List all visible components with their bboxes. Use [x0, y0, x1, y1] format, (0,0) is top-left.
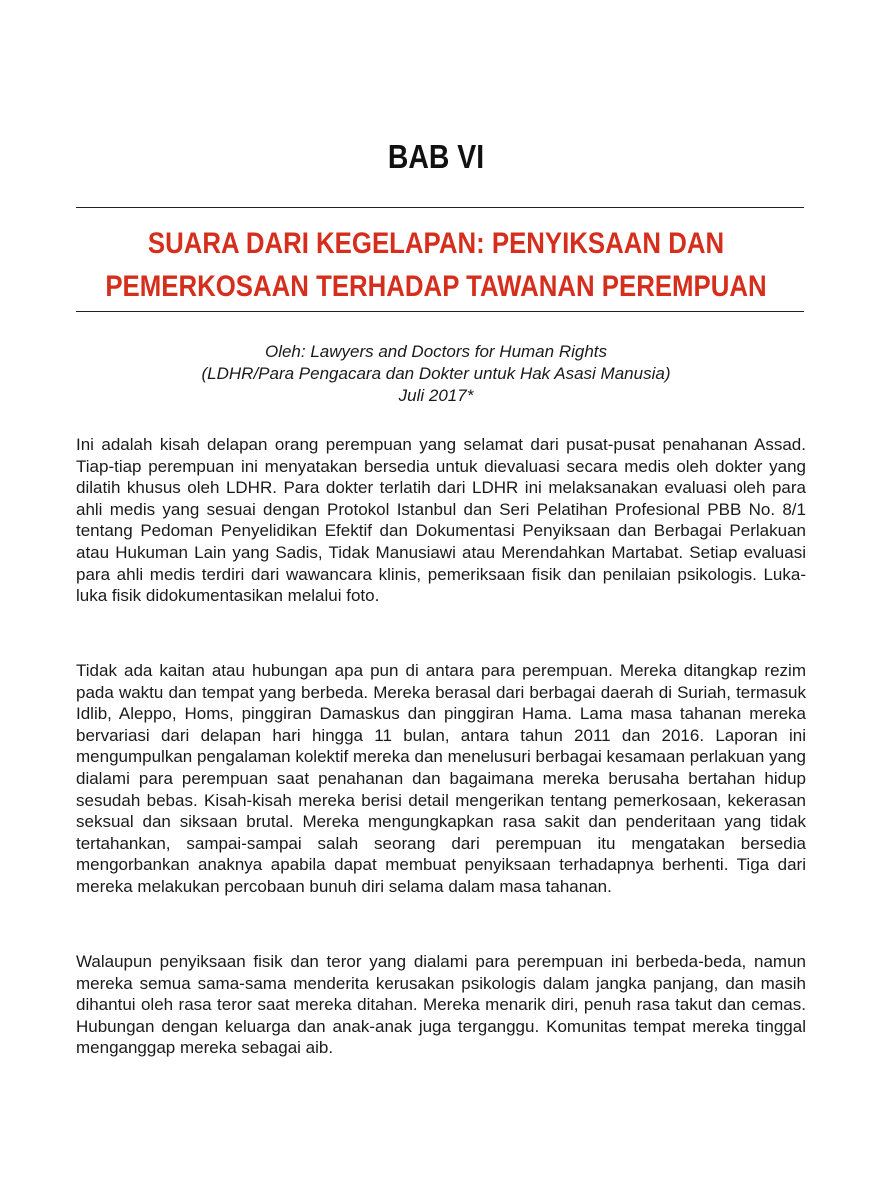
- byline-author: Oleh: Lawyers and Doctors for Human Rights: [264, 342, 608, 361]
- chapter-title: [61, 222, 811, 308]
- byline-translation: (LDHR/Para Pengacara dan Dokter untuk Hak Asasi Manusia): [201, 364, 671, 383]
- body-paragraph-1: Ini adalah kisah delapan orang perempuan yang selamat dari pusat-pusat penahanan Assad. Tiap-tiap perempuan ini menyatakan bersedia untuk dievaluasi secara medis oleh dokter yang dilatih khusus oleh LDHR. Para dokter terlatih dari LDHR ini melaksanakan evaluasi oleh para ahli medis yang sesuai dengan Protokol Istanbul dan Seri Pelatihan Profesional PBB No. 8/1 tentang Pedoman Penyelidikan Efektif dan Dokumentasi Penyiksaan dan Berbagai Perlakuan atau Hukuman Lain yang Sadis, Tidak Manusiawi atau Merendahkan Martabat. Setiap evaluasi para ahli medis terdiri dari wawancara klinis, pemeriksaan fisik dan penilaian psikologis. Luka-luka fisik didokumentasikan melalui foto.: [76, 435, 806, 606]
- body-paragraph-3: Walaupun penyiksaan fisik dan teror yang dialami para perempuan ini berbeda-beda, namun mereka semua sama-sama menderita kerusakan psikologis dalam jangka panjang, dan masih dihantui oleh rasa teror saat mereka ditahan. Mereka menarik diri, penuh rasa takut dan cemas. Hubungan dengan keluarga dan anak-anak juga terganggu. Komunitas tempat mereka tinggal menganggap mereka sebagai aib.: [76, 952, 806, 1058]
- byline: [0, 341, 872, 407]
- title-bottom-rule: [76, 311, 804, 312]
- byline-date: Juli 2017*: [398, 386, 474, 405]
- title-top-rule: [76, 207, 804, 208]
- chapter-title-line-1: SUARA DARI KEGELAPAN: PENYIKSAAN DAN: [147, 227, 725, 260]
- chapter-title-line-2: PEMERKOSAAN TERHADAP TAWANAN PEREMPUAN: [105, 270, 767, 303]
- chapter-label: BAB VI: [387, 138, 485, 175]
- body-paragraph-2: Tidak ada kaitan atau hubungan apa pun di antara para perempuan. Mereka ditangkap rezim pada waktu dan tempat yang berbeda. Mereka berasal dari berbagai daerah di Suriah, termasuk Idlib, Aleppo, Homs, pinggiran Damaskus dan pinggiran Hama. Lama masa tahanan mereka bervariasi dari delapan hari hingga 11 bulan, antara tahun 2011 dan 2016. Laporan ini mengumpulkan pengalaman kolektif mereka dan menelusuri berbagai kesamaan perlakuan yang dialami para perempuan saat penahanan dan bagaimana mereka berusaha bertahan hidup sesudah bebas. Kisah-kisah mereka berisi detail mengerikan tentang pemerkosaan, kekerasan seksual dan siksaan brutal. Mereka mengungkapkan rasa sakit dan penderitaan yang tidak tertahankan, sampai-sampai salah seorang dari perempuan itu mengatakan bersedia mengorbankan anaknya apabila dapat membuat penyiksaan terhadapnya berhenti. Tiga dari mereka melakukan percobaan bunuh diri selama dalam masa tahanan.: [76, 661, 806, 896]
